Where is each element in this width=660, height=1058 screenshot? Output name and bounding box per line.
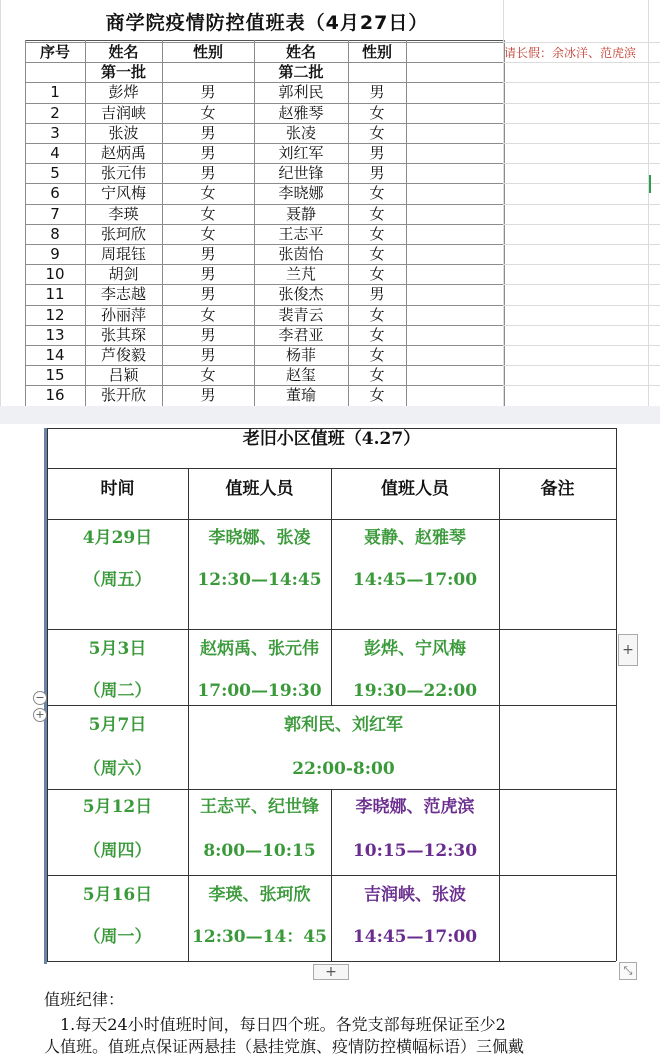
date-cell[interactable]: 4月29日 (82, 528, 153, 548)
gender-cell[interactable]: 男 (369, 164, 385, 182)
name-cell[interactable]: 李君亚 (278, 326, 324, 344)
row-number-cell[interactable]: 11 (45, 285, 65, 303)
row-number-cell[interactable]: 5 (50, 164, 60, 182)
table-col-line (499, 789, 500, 875)
name-cell[interactable]: 张茵怡 (278, 245, 324, 263)
date-cell[interactable]: 5月16日 (82, 885, 153, 905)
date-cell[interactable]: 5月3日 (88, 639, 147, 659)
table-col-line (499, 705, 500, 789)
gender-cell[interactable]: 男 (200, 164, 216, 182)
duty-time-cell[interactable]: 12:30—14:45 (197, 570, 322, 590)
gender-cell[interactable]: 女 (369, 184, 385, 202)
date-cell[interactable]: 5月12日 (82, 797, 153, 817)
table-col-line (499, 519, 500, 629)
page-gap (0, 406, 660, 424)
plus-icon: + (325, 964, 337, 980)
name-cell[interactable]: 纪世锋 (278, 164, 324, 182)
duty-persons-cell[interactable]: 李晓娜、范虎滨 (355, 797, 475, 817)
gender-cell[interactable]: 男 (200, 265, 216, 283)
gender-cell[interactable]: 男 (200, 285, 216, 303)
name-cell[interactable]: 张波 (108, 124, 139, 142)
add-column-button[interactable] (618, 634, 638, 666)
name-cell[interactable]: 张珂欣 (100, 225, 146, 243)
name-cell[interactable]: 裴青云 (278, 306, 324, 324)
plus-icon: + (622, 642, 634, 658)
gender-cell[interactable]: 女 (200, 306, 216, 324)
gender-cell[interactable]: 女 (369, 326, 385, 344)
duty-time-cell[interactable]: 19:30—22:00 (352, 681, 478, 701)
gender-cell[interactable]: 女 (369, 346, 385, 364)
sheet-border (25, 40, 504, 41)
sheet-grid-line (504, 365, 660, 366)
sheet-grid-line (504, 305, 660, 306)
name-cell[interactable]: 张俊杰 (278, 285, 324, 303)
name-cell[interactable]: 吉润峡 (100, 104, 146, 122)
row-number-cell[interactable]: 14 (45, 346, 65, 364)
row-number-cell[interactable]: 3 (50, 124, 60, 142)
table-title[interactable]: 老旧小区值班（4.27） (242, 429, 421, 449)
sheet-grid-line (504, 123, 660, 124)
name-cell[interactable]: 赵炳禹 (100, 144, 146, 162)
row-number-cell[interactable]: 16 (45, 386, 65, 404)
gender-cell[interactable]: 男 (200, 245, 216, 263)
table-col-line (499, 629, 500, 705)
row-number-cell[interactable]: 6 (50, 184, 60, 202)
add-row-button[interactable] (313, 964, 349, 980)
gender-cell[interactable]: 女 (369, 104, 385, 122)
sheet-grid-line (504, 224, 660, 225)
table-header-cell[interactable]: 备注 (540, 479, 575, 499)
duty-time-cell[interactable]: 10:15—12:30 (352, 841, 478, 861)
sheet-grid-line (504, 345, 660, 346)
row-number-cell[interactable]: 1 (50, 83, 60, 101)
discipline-heading: 值班纪律： (44, 990, 125, 1009)
discipline-line-2: 人值班。值班点保证两悬挂（悬挂党旗、疫情防控横幅标语）三佩戴 (44, 1037, 525, 1056)
name-cell[interactable]: 宁风梅 (100, 184, 146, 202)
row-number-cell[interactable]: 12 (45, 306, 65, 324)
name-cell[interactable]: 聂静 (285, 205, 316, 223)
name-cell[interactable]: 孙丽萍 (100, 306, 146, 324)
sheet-col-line (406, 40, 407, 426)
name-cell[interactable]: 董瑜 (285, 386, 316, 404)
gender-cell[interactable]: 男 (369, 83, 385, 101)
duty-roster-sheet (0, 0, 660, 406)
name-cell[interactable]: 彭烨 (108, 83, 139, 101)
duty-persons-cell[interactable]: 郭利民、刘红军 (284, 715, 403, 735)
table-row-line (47, 961, 616, 962)
gender-cell[interactable]: 女 (369, 225, 385, 243)
gender-cell[interactable]: 男 (200, 386, 216, 404)
batch-label-1[interactable]: 第一批 (100, 63, 146, 81)
gender-cell[interactable]: 男 (200, 83, 216, 101)
gender-cell[interactable]: 女 (200, 225, 216, 243)
weekday-cell[interactable]: （周一） (83, 927, 152, 947)
name-cell[interactable]: 郭利民 (278, 83, 324, 101)
name-cell[interactable]: 王志平 (278, 225, 324, 243)
name-cell[interactable]: 赵玺 (285, 366, 316, 384)
name-cell[interactable]: 芦俊毅 (100, 346, 146, 364)
sheet-grid-line (0, 0, 1, 406)
row-number-cell[interactable]: 15 (45, 366, 65, 384)
gender-cell[interactable]: 男 (200, 326, 216, 344)
gender-cell[interactable]: 女 (369, 245, 385, 263)
table-header-cell[interactable]: 值班人员 (225, 479, 294, 499)
sheet-grid-line (504, 62, 660, 63)
table-header-cell[interactable]: 时间 (100, 479, 135, 499)
weekday-cell[interactable]: （周六） (83, 759, 152, 779)
name-cell[interactable]: 李瑛 (108, 205, 139, 223)
row-number-cell[interactable]: 8 (50, 225, 60, 243)
name-cell[interactable]: 刘红军 (278, 144, 324, 162)
duty-time-cell[interactable]: 17:00—19:30 (197, 681, 322, 701)
row-number-cell[interactable]: 2 (50, 104, 60, 122)
date-cell[interactable]: 5月7日 (88, 715, 147, 735)
sheet-header-cell[interactable]: 序号 (39, 43, 70, 61)
resize-icon[interactable]: ⤡ (619, 962, 637, 980)
duty-persons-cell[interactable]: 彭烨、宁风梅 (364, 639, 466, 659)
gender-cell[interactable]: 男 (200, 124, 216, 142)
gender-cell[interactable]: 女 (200, 184, 216, 202)
gender-cell[interactable]: 男 (369, 144, 385, 162)
sheet-grid-line (504, 325, 660, 326)
duty-time-cell[interactable]: 14:45—17:00 (352, 927, 478, 947)
duty-persons-cell[interactable]: 李晓娜、张凌 (208, 528, 311, 548)
name-cell[interactable]: 张凌 (285, 124, 316, 142)
name-cell[interactable]: 胡剑 (108, 265, 139, 283)
gender-cell[interactable]: 女 (200, 205, 216, 223)
duty-persons-cell[interactable]: 聂静、赵雅琴 (364, 528, 466, 548)
gender-cell[interactable]: 男 (200, 346, 216, 364)
row-number-cell[interactable]: 10 (45, 265, 65, 283)
sheet-grid-line (504, 385, 660, 386)
sheet-header-cell[interactable]: 性别 (361, 43, 392, 61)
name-cell[interactable]: 张开欣 (100, 386, 146, 404)
gender-cell[interactable]: 女 (369, 386, 385, 404)
duty-persons-cell[interactable]: 吉润峡、张波 (364, 885, 466, 905)
discipline-line-1: 1.每天24小时值班时间，每日四个班。各党支部每班保证至少2 (60, 1015, 506, 1034)
sheet-title: 商学院疫情防控值班表（4月27日） (105, 12, 429, 34)
row-number-cell[interactable]: 4 (50, 144, 60, 162)
name-cell[interactable]: 周琨钰 (100, 245, 146, 263)
sheet-grid-line (504, 163, 660, 164)
name-cell[interactable]: 李志越 (100, 285, 146, 303)
gender-cell[interactable]: 男 (200, 144, 216, 162)
cell-selection-marker (649, 175, 651, 193)
document-page (0, 424, 660, 1058)
weekday-cell[interactable]: （周五） (83, 570, 152, 590)
duty-time-cell[interactable]: 22:00-8:00 (292, 759, 395, 779)
sheet-grid-line (504, 42, 660, 43)
table-col-line (499, 875, 500, 961)
sheet-grid-line (504, 264, 660, 265)
table-header-cell[interactable]: 值班人员 (381, 479, 449, 499)
duty-persons-cell[interactable]: 赵炳禹、张元伟 (200, 639, 319, 659)
plus-circle-icon[interactable]: + (33, 708, 47, 722)
sheet-header-cell[interactable]: 姓名 (285, 43, 316, 61)
name-cell[interactable]: 张元伟 (100, 164, 146, 182)
gender-cell[interactable]: 女 (369, 124, 385, 142)
gender-cell[interactable]: 女 (200, 104, 216, 122)
table-row-line (47, 705, 616, 706)
gender-cell[interactable]: 女 (369, 366, 385, 384)
sheet-grid-line (504, 82, 660, 83)
name-cell[interactable]: 吕颖 (108, 366, 139, 384)
gender-cell[interactable]: 男 (369, 285, 385, 303)
row-number-cell[interactable]: 9 (50, 245, 60, 263)
gender-cell[interactable]: 女 (200, 366, 216, 384)
sheet-grid-line (504, 284, 660, 285)
row-number-cell[interactable]: 7 (50, 205, 60, 223)
sheet-header-cell[interactable]: 性别 (192, 43, 223, 61)
gender-cell[interactable]: 女 (369, 265, 385, 283)
weekday-cell[interactable]: （周二） (83, 681, 152, 701)
duty-time-cell[interactable]: 12:30—14：45 (192, 927, 327, 947)
name-cell[interactable]: 李晓娜 (278, 184, 324, 202)
row-number-cell[interactable]: 13 (45, 326, 65, 344)
duty-persons-cell[interactable]: 王志平、纪世锋 (200, 797, 319, 817)
sheet-grid-line (504, 204, 660, 205)
weekday-cell[interactable]: （周四） (83, 841, 152, 861)
sheet-header-cell[interactable]: 姓名 (108, 43, 139, 61)
sheet-grid-line (504, 183, 660, 184)
gender-cell[interactable]: 女 (369, 205, 385, 223)
sheet-grid-line (504, 244, 660, 245)
duty-time-cell[interactable]: 8:00—10:15 (203, 841, 316, 861)
minus-circle-icon[interactable]: − (33, 691, 47, 705)
sheet-col-line (504, 40, 505, 426)
sheet-grid-line (504, 103, 660, 104)
duty-persons-cell[interactable]: 李瑛、张珂欣 (208, 885, 311, 905)
gender-cell[interactable]: 女 (369, 306, 385, 324)
name-cell[interactable]: 杨菲 (285, 346, 316, 364)
name-cell[interactable]: 兰芃 (285, 265, 316, 283)
name-cell[interactable]: 张其琛 (100, 326, 146, 344)
leave-note[interactable]: 请长假：余冰洋、范虎滨 (504, 46, 637, 60)
table-col-line (616, 428, 617, 961)
batch-label-2[interactable]: 第二批 (278, 63, 324, 81)
sheet-grid-line (504, 143, 660, 144)
name-cell[interactable]: 赵雅琴 (278, 104, 324, 122)
duty-time-cell[interactable]: 14:45—17:00 (352, 570, 478, 590)
